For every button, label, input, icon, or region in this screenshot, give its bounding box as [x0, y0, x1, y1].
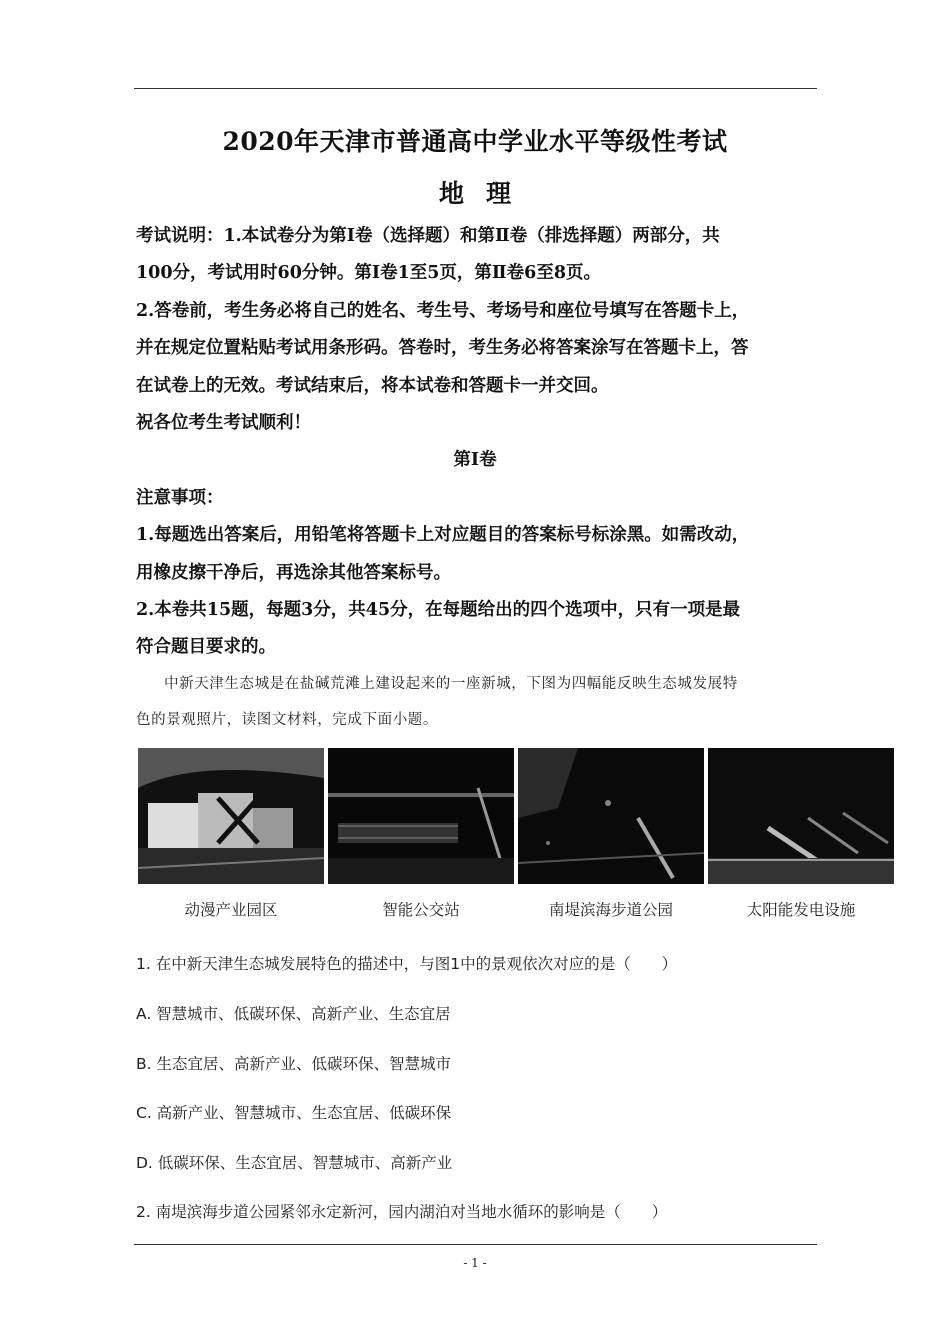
instruction-line: 在试卷上的无效。考试结束后，将本试卷和答题卡一并交回。 — [136, 376, 609, 396]
photo-captions — [138, 898, 894, 920]
instruction-line: 2.答卷前，考生务必将自己的姓名、考生号、考场号和座位号填写在答题卡上， — [136, 301, 750, 321]
section-title: 第Ⅰ卷 — [453, 450, 497, 470]
good-luck-line: 祝各位考生考试顺利！ — [136, 413, 311, 433]
option-c: C. 高新产业、智慧城市、生态宜居、低碳环保 — [136, 1104, 452, 1122]
note-line: 1.每题选出答案后，用铅笔将答题卡上对应题目的答案标号标涂黑。如需改动， — [136, 525, 750, 545]
instruction-line: 并在规定位置粘贴考试用条形码。答卷时，考生务必将答案涂写在答题卡上，答 — [136, 338, 749, 358]
photo-caption: 南堤滨海步道公园 — [548, 901, 673, 919]
note-line: 2.本卷共15题，每题3分，共45分，在每题给出的四个选项中，只有一项是最 — [136, 600, 741, 620]
photo-caption: 智能公交站 — [382, 901, 460, 919]
smart-bus-stop-photo — [328, 748, 514, 884]
question-2: 2. 南堤滨海步道公园紧邻永定新河，园内湖泊对当地水循环的影响是（ ） — [136, 1203, 668, 1221]
intro-line: 色的景观照片，读图文材料，完成下面小题。 — [136, 712, 438, 728]
note-line: 用橡皮擦干净后，再选涂其他答案标号。 — [136, 563, 451, 583]
exam-title: 2020年天津市普通高中学业水平等级性考试 — [222, 127, 728, 156]
solar-power-facility-photo — [708, 748, 894, 884]
question-1: 1. 在中新天津生态城发展特色的描述中，与图1中的景观依次对应的是（ ） — [136, 955, 678, 973]
option-a: A. 智慧城市、低碳环保、高新产业、生态宜居 — [136, 1005, 451, 1023]
instruction-line: 考试说明：1.本试卷分为第Ⅰ卷（选择题）和第Ⅱ卷（排选择题）两部分，共 — [136, 226, 720, 246]
subject-title: 地理 — [438, 179, 533, 208]
footer-rule — [134, 1244, 817, 1245]
photo-caption: 太阳能发电设施 — [746, 901, 856, 919]
instruction-line: 100分，考试用时60分钟。第Ⅰ卷1至5页，第Ⅱ卷6至8页。 — [136, 263, 602, 283]
option-b: B. 生态宜居、高新产业、低碳环保、智慧城市 — [136, 1055, 451, 1073]
landscape-photo-strip — [138, 748, 894, 884]
note-line: 符合题目要求的。 — [136, 637, 276, 657]
seaside-walkway-park-photo — [518, 748, 704, 884]
option-d: D. 低碳环保、生态宜居、智慧城市、高新产业 — [136, 1154, 453, 1172]
animation-park-photo — [138, 748, 324, 884]
intro-line: 中新天津生态城是在盐碱荒滩上建设起来的一座新城，下图为四幅能反映生态城发展特 — [164, 676, 738, 692]
notes-heading: 注意事项： — [136, 488, 224, 508]
page-number: - 1 - — [463, 1256, 487, 1270]
photo-caption: 动漫产业园区 — [184, 901, 278, 919]
header-rule — [134, 88, 817, 89]
